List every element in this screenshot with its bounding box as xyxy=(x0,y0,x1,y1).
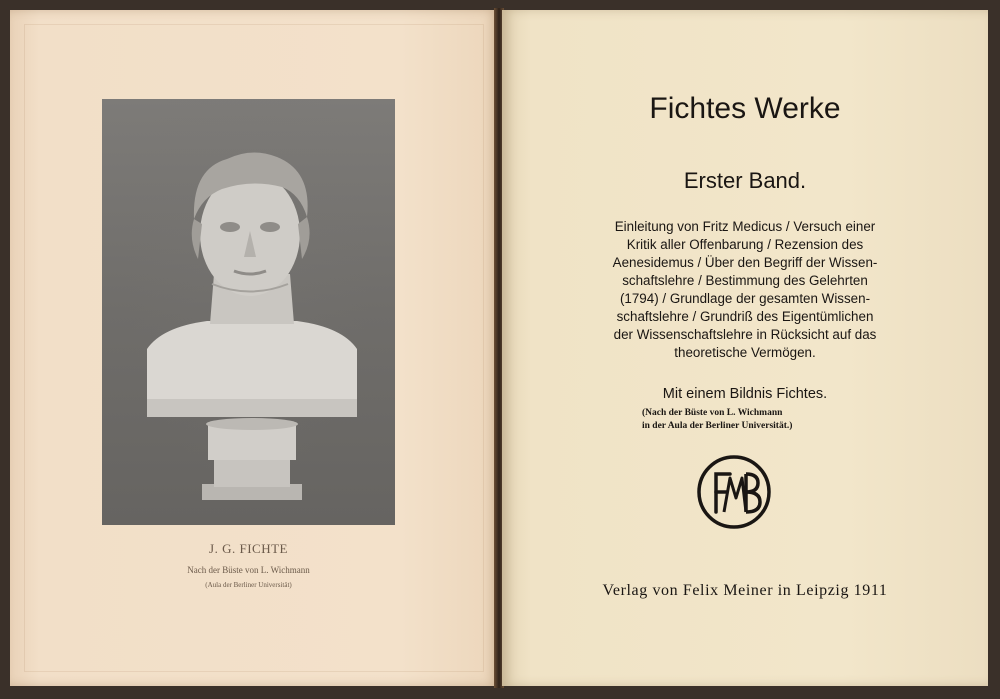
publisher-logo-icon xyxy=(696,454,772,530)
contents-line: der Wissenschaftslehre in Rücksicht auf das xyxy=(613,327,877,342)
portrait-caption-title: J. G. FICHTE xyxy=(209,541,288,556)
bust-note xyxy=(642,407,852,433)
publisher-line: Verlag von Felix Meiner in Leipzig 1911 xyxy=(602,582,888,599)
contents-line: Einleitung von Fritz Medicus / Versuch einer xyxy=(614,219,876,234)
portrait-caption-line2: (Aula der Berliner Universität) xyxy=(205,581,292,589)
title-page xyxy=(502,10,988,686)
portrait-note: Mit einem Bildnis Fichtes. xyxy=(662,386,828,402)
book-title: Fichtes Werke xyxy=(649,92,841,125)
contents-line: schaftslehre / Grundriß des Eigentümlichen xyxy=(616,309,874,324)
portrait-bust-image xyxy=(102,99,395,525)
contents-line: theoretische Vermögen. xyxy=(674,345,816,360)
left-page xyxy=(10,10,498,686)
contents-line: schaftslehre / Bestimmung des Gelehrten xyxy=(622,273,868,288)
contents-line: Aenesidemus / Über den Begriff der Wissen- xyxy=(612,255,878,270)
contents-list xyxy=(590,218,900,362)
contents-line: Kritik aller Offenbarung / Rezension des xyxy=(626,237,864,252)
bust-note-line2: in der Aula der Berliner Universität.) xyxy=(642,421,793,431)
volume-label: Erster Band. xyxy=(683,168,807,193)
bust-note-line1: (Nach der Büste von L. Wichmann xyxy=(642,408,783,418)
contents-line: (1794) / Grundlage der gesamten Wissen- xyxy=(619,291,871,306)
portrait-caption-line1: Nach der Büste von L. Wichmann xyxy=(187,565,310,575)
